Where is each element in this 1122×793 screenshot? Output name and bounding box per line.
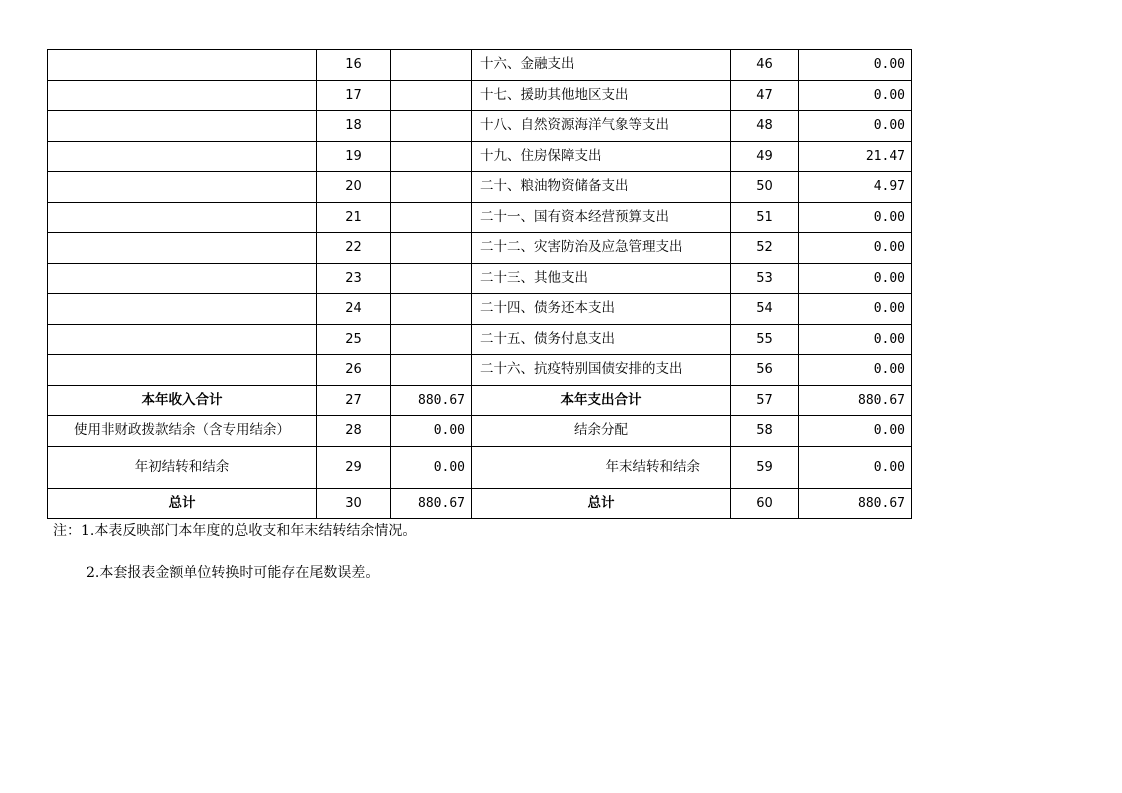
table-row — [48, 80, 912, 111]
grand-total-left-label: 总计 — [48, 488, 317, 519]
table-row — [48, 263, 912, 294]
expense-amount: 4.97 — [799, 172, 912, 203]
expense-row-no: 46 — [731, 50, 799, 81]
expense-row-no: 47 — [731, 80, 799, 111]
begin-balance-label: 年初结转和结余 — [48, 446, 317, 488]
table-row — [48, 294, 912, 325]
grand-total-left-no: 30 — [317, 488, 391, 519]
income-amount — [391, 80, 472, 111]
expense-total-label: 本年支出合计 — [472, 385, 731, 416]
expense-amount: 0.00 — [799, 263, 912, 294]
expense-item-name: 二十三、其他支出 — [472, 263, 731, 294]
expense-amount: 0.00 — [799, 233, 912, 264]
table-row — [48, 50, 912, 81]
surplus-distribution-amount: 0.00 — [799, 416, 912, 447]
expense-item-name: 二十六、抗疫特别国债安排的支出 — [472, 355, 731, 386]
income-amount — [391, 50, 472, 81]
table-row — [48, 488, 912, 519]
expense-item-name: 十九、住房保障支出 — [472, 141, 731, 172]
expense-total-no: 57 — [731, 385, 799, 416]
income-item-name — [48, 141, 317, 172]
expense-row-no: 51 — [731, 202, 799, 233]
income-amount — [391, 111, 472, 142]
expense-item-name: 十六、金融支出 — [472, 50, 731, 81]
income-expense-table — [47, 49, 912, 519]
expense-amount: 0.00 — [799, 202, 912, 233]
income-row-no: 18 — [317, 111, 391, 142]
income-item-name — [48, 80, 317, 111]
income-item-name — [48, 50, 317, 81]
begin-balance-amount: 0.00 — [391, 446, 472, 488]
expense-item-name: 十八、自然资源海洋气象等支出 — [472, 111, 731, 142]
notes — [53, 521, 416, 583]
expense-item-name: 二十、粮油物资储备支出 — [472, 172, 731, 203]
income-item-name — [48, 202, 317, 233]
end-balance-amount: 0.00 — [799, 446, 912, 488]
income-row-no: 17 — [317, 80, 391, 111]
note-1: 注：1.本表反映部门本年度的总收支和年末结转结余情况。 — [53, 523, 417, 539]
expense-amount: 0.00 — [799, 111, 912, 142]
income-item-name — [48, 263, 317, 294]
grand-total-right-no: 60 — [731, 488, 799, 519]
table-body — [48, 50, 912, 386]
expense-row-no: 55 — [731, 324, 799, 355]
income-amount — [391, 324, 472, 355]
income-row-no: 20 — [317, 172, 391, 203]
income-item-name — [48, 324, 317, 355]
end-balance-label: 年末结转和结余 — [472, 446, 731, 488]
expense-amount: 21.47 — [799, 141, 912, 172]
begin-balance-no: 29 — [317, 446, 391, 488]
table-row — [48, 141, 912, 172]
income-row-no: 21 — [317, 202, 391, 233]
expense-total-amount: 880.67 — [799, 385, 912, 416]
expense-amount: 0.00 — [799, 355, 912, 386]
table-row — [48, 111, 912, 142]
nonfiscal-surplus-no: 28 — [317, 416, 391, 447]
expense-amount: 0.00 — [799, 80, 912, 111]
table-row — [48, 233, 912, 264]
income-amount — [391, 263, 472, 294]
expense-row-no: 52 — [731, 233, 799, 264]
income-total-label: 本年收入合计 — [48, 385, 317, 416]
table-row — [48, 446, 912, 488]
income-item-name — [48, 233, 317, 264]
expense-item-name: 二十五、债务付息支出 — [472, 324, 731, 355]
income-total-no: 27 — [317, 385, 391, 416]
expense-row-no: 50 — [731, 172, 799, 203]
surplus-distribution-no: 58 — [731, 416, 799, 447]
expense-item-name: 二十二、灾害防治及应急管理支出 — [472, 233, 731, 264]
income-row-no: 19 — [317, 141, 391, 172]
income-amount — [391, 233, 472, 264]
income-total-amount: 880.67 — [391, 385, 472, 416]
income-row-no: 22 — [317, 233, 391, 264]
nonfiscal-surplus-amount: 0.00 — [391, 416, 472, 447]
expense-row-no: 54 — [731, 294, 799, 325]
income-row-no: 26 — [317, 355, 391, 386]
income-row-no: 16 — [317, 50, 391, 81]
grand-total-right-amount: 880.67 — [799, 488, 912, 519]
income-amount — [391, 294, 472, 325]
grand-total-left-amount: 880.67 — [391, 488, 472, 519]
expense-row-no: 49 — [731, 141, 799, 172]
income-row-no: 23 — [317, 263, 391, 294]
income-amount — [391, 355, 472, 386]
income-item-name — [48, 111, 317, 142]
table-row — [48, 172, 912, 203]
summary-body — [48, 385, 912, 519]
surplus-distribution-label: 结余分配 — [472, 416, 731, 447]
income-item-name — [48, 294, 317, 325]
income-item-name — [48, 172, 317, 203]
expense-item-name: 二十一、国有资本经营预算支出 — [472, 202, 731, 233]
income-item-name — [48, 355, 317, 386]
table-row — [48, 416, 912, 447]
table-row — [48, 355, 912, 386]
expense-amount: 0.00 — [799, 294, 912, 325]
note-2: 2.本套报表金额单位转换时可能存在尾数误差。 — [86, 565, 380, 581]
nonfiscal-surplus-label: 使用非财政拨款结余（含专用结余） — [48, 416, 317, 447]
expense-item-name: 十七、援助其他地区支出 — [472, 80, 731, 111]
end-balance-no: 59 — [731, 446, 799, 488]
grand-total-right-label: 总计 — [472, 488, 731, 519]
expense-amount: 0.00 — [799, 50, 912, 81]
expense-row-no: 53 — [731, 263, 799, 294]
income-row-no: 24 — [317, 294, 391, 325]
income-amount — [391, 202, 472, 233]
expense-amount: 0.00 — [799, 324, 912, 355]
income-row-no: 25 — [317, 324, 391, 355]
table-row — [48, 324, 912, 355]
expense-row-no: 56 — [731, 355, 799, 386]
table-row — [48, 385, 912, 416]
income-amount — [391, 141, 472, 172]
table-row — [48, 202, 912, 233]
expense-row-no: 48 — [731, 111, 799, 142]
income-amount — [391, 172, 472, 203]
expense-item-name: 二十四、债务还本支出 — [472, 294, 731, 325]
